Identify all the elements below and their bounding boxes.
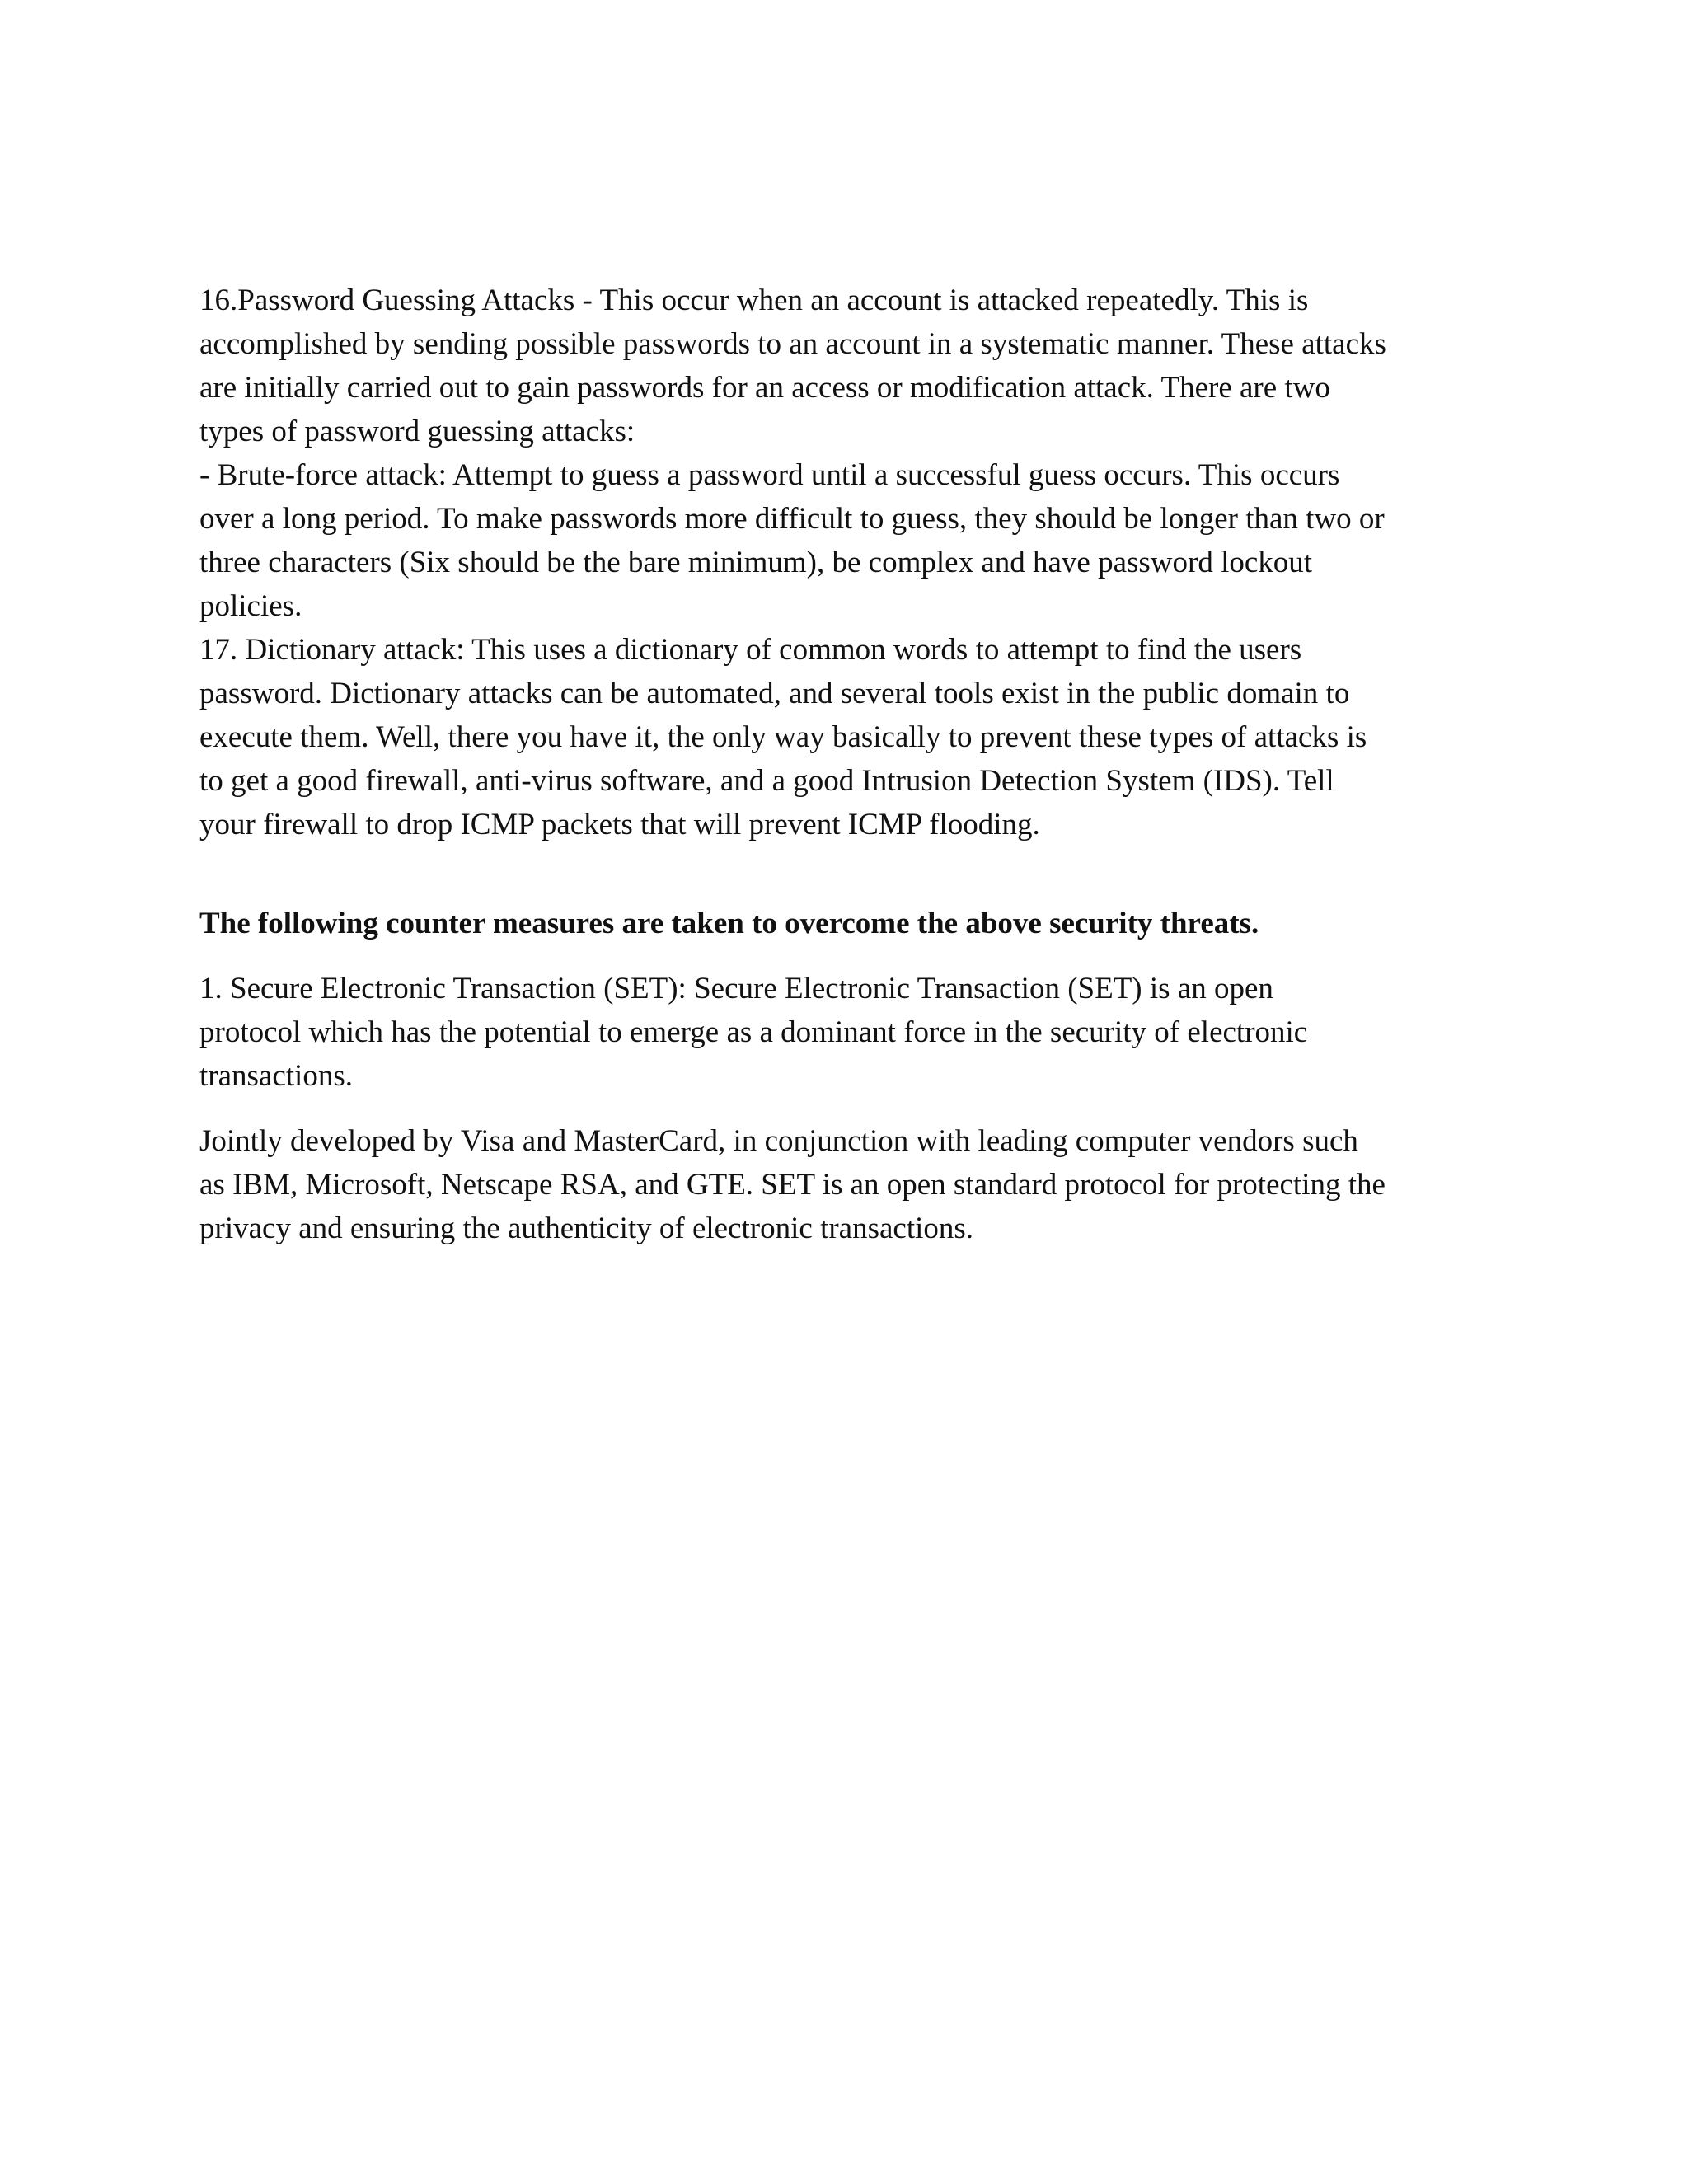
set-paragraph [199, 967, 1502, 1098]
text-line: protocol which has the potential to emerge as a dominant force in the security of electronic [199, 1015, 1308, 1049]
text-line: as IBM, Microsoft, Netscape RSA, and GTE. SET is an open standard protocol for protecting the [199, 1168, 1386, 1202]
text-line: policies. [199, 589, 302, 623]
text-line: your firewall to drop ICMP packets that will prevent ICMP flooding. [199, 808, 1040, 841]
document-body [199, 279, 1502, 1250]
text-line: privacy and ensuring the authenticity of electronic transactions. [199, 1212, 974, 1245]
text-line: transactions. [199, 1059, 353, 1093]
spacer [199, 846, 1502, 902]
spacer [199, 1098, 1502, 1119]
text-line: Jointly developed by Visa and MasterCard, in conjunction with leading computer vendors such [199, 1124, 1358, 1158]
text-line: to get a good firewall, anti-virus software, and a good Intrusion Detection System (IDS). Tell [199, 764, 1334, 798]
text-line: - Brute-force attack: Attempt to guess a password until a successful guess occurs. This occurs [199, 458, 1340, 492]
text-line: password. Dictionary attacks can be automated, and several tools exist in the public domain to [199, 677, 1350, 710]
jointly-developed-paragraph [199, 1119, 1502, 1250]
text-line: over a long period. To make passwords more difficult to guess, they should be longer than two or [199, 502, 1385, 536]
text-line: 17. Dictionary attack: This uses a dictionary of common words to attempt to find the users [199, 633, 1302, 667]
countermeasures-heading: The following counter measures are taken to overcome the above security threats. [199, 907, 1259, 940]
text-line: execute them. Well, there you have it, the only way basically to prevent these types of attacks is [199, 720, 1367, 754]
dictionary-attack-paragraph [199, 628, 1502, 846]
spacer [199, 945, 1502, 967]
password-guessing-paragraph [199, 279, 1502, 628]
text-line: accomplished by sending possible passwords to an account in a systematic manner. These attacks [199, 327, 1386, 361]
text-line: three characters (Six should be the bare minimum), be complex and have password lockout [199, 546, 1313, 579]
text-line: 16.Password Guessing Attacks - This occur when an account is attacked repeatedly. This is [199, 284, 1309, 317]
text-line: types of password guessing attacks: [199, 415, 635, 448]
text-line: 1. Secure Electronic Transaction (SET): Secure Electronic Transaction (SET) is an open [199, 972, 1273, 1005]
text-line: are initially carried out to gain passwords for an access or modification attack. There are two [199, 371, 1330, 405]
